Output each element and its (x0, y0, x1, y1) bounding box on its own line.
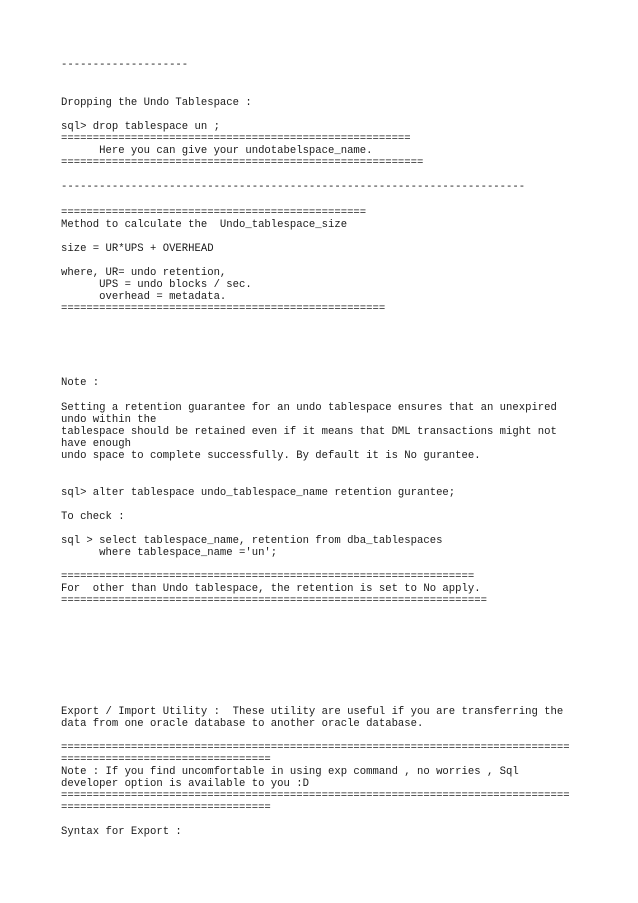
formula-where-ur: where, UR= undo retention, (61, 267, 227, 279)
formula-overhead: overhead = metadata. (61, 291, 227, 303)
retention-note: For other than Undo tablespace, the retention is set to No apply. (61, 583, 481, 595)
note-heading: Note : (61, 377, 100, 389)
dashed-divider: -------------------- (61, 59, 189, 71)
equals-divider: ================================================================================ (61, 790, 570, 802)
equals-divider: ================================================================================ (61, 742, 570, 754)
sql-alter-command: sql> alter tablespace undo_tablespace_name retention gurantee; (61, 487, 456, 499)
equals-divider: =================================================== (61, 303, 386, 315)
to-check-heading: To check : (61, 511, 125, 523)
sql-select-command: sql > select tablespace_name, retention from dba_tablespaces (61, 535, 443, 547)
method-heading: Method to calculate the Undo_tablespace_size (61, 219, 348, 231)
note-paragraph-line: undo space to complete successfully. By default it is No gurantee. (61, 450, 481, 462)
note-paragraph-line: tablespace should be retained even if it means that DML transactions might not (61, 426, 557, 438)
export-import-heading: Export / Import Utility : These utility are useful if you are transferring the (61, 706, 564, 718)
section-heading-dropping-undo: Dropping the Undo Tablespace : (61, 97, 252, 109)
equals-divider: ================================= (61, 802, 271, 814)
dashed-divider-long: ------------------------------------------------------------------------- (61, 181, 526, 193)
sql-developer-note: developer option is available to you :D (61, 778, 309, 790)
equals-divider: ================================================================= (61, 571, 475, 583)
export-import-description: data from one oracle database to another oracle database. (61, 718, 424, 730)
formula-ups: UPS = undo blocks / sec. (61, 279, 252, 291)
note-undo-name: Here you can give your undotabelspace_name. (61, 145, 373, 157)
equals-divider: ================================= (61, 754, 271, 766)
equals-divider: ================================================ (61, 207, 367, 219)
equals-divider: ======================================================= (61, 133, 411, 145)
equals-divider: ========================================================= (61, 157, 424, 169)
equals-divider: =================================================================== (61, 595, 487, 607)
note-paragraph-line: have enough (61, 438, 131, 450)
sql-developer-note: Note : If you find uncomfortable in using exp command , no worries , Sql (61, 766, 519, 778)
size-formula: size = UR*UPS + OVERHEAD (61, 243, 214, 255)
note-paragraph-line: undo within the (61, 414, 157, 426)
sql-drop-command: sql> drop tablespace un ; (61, 121, 220, 133)
note-paragraph-line: Setting a retention guarantee for an undo tablespace ensures that an unexpired (61, 402, 557, 414)
export-syntax-heading: Syntax for Export : (61, 826, 182, 838)
sql-where-clause: where tablespace_name ='un'; (61, 547, 278, 559)
